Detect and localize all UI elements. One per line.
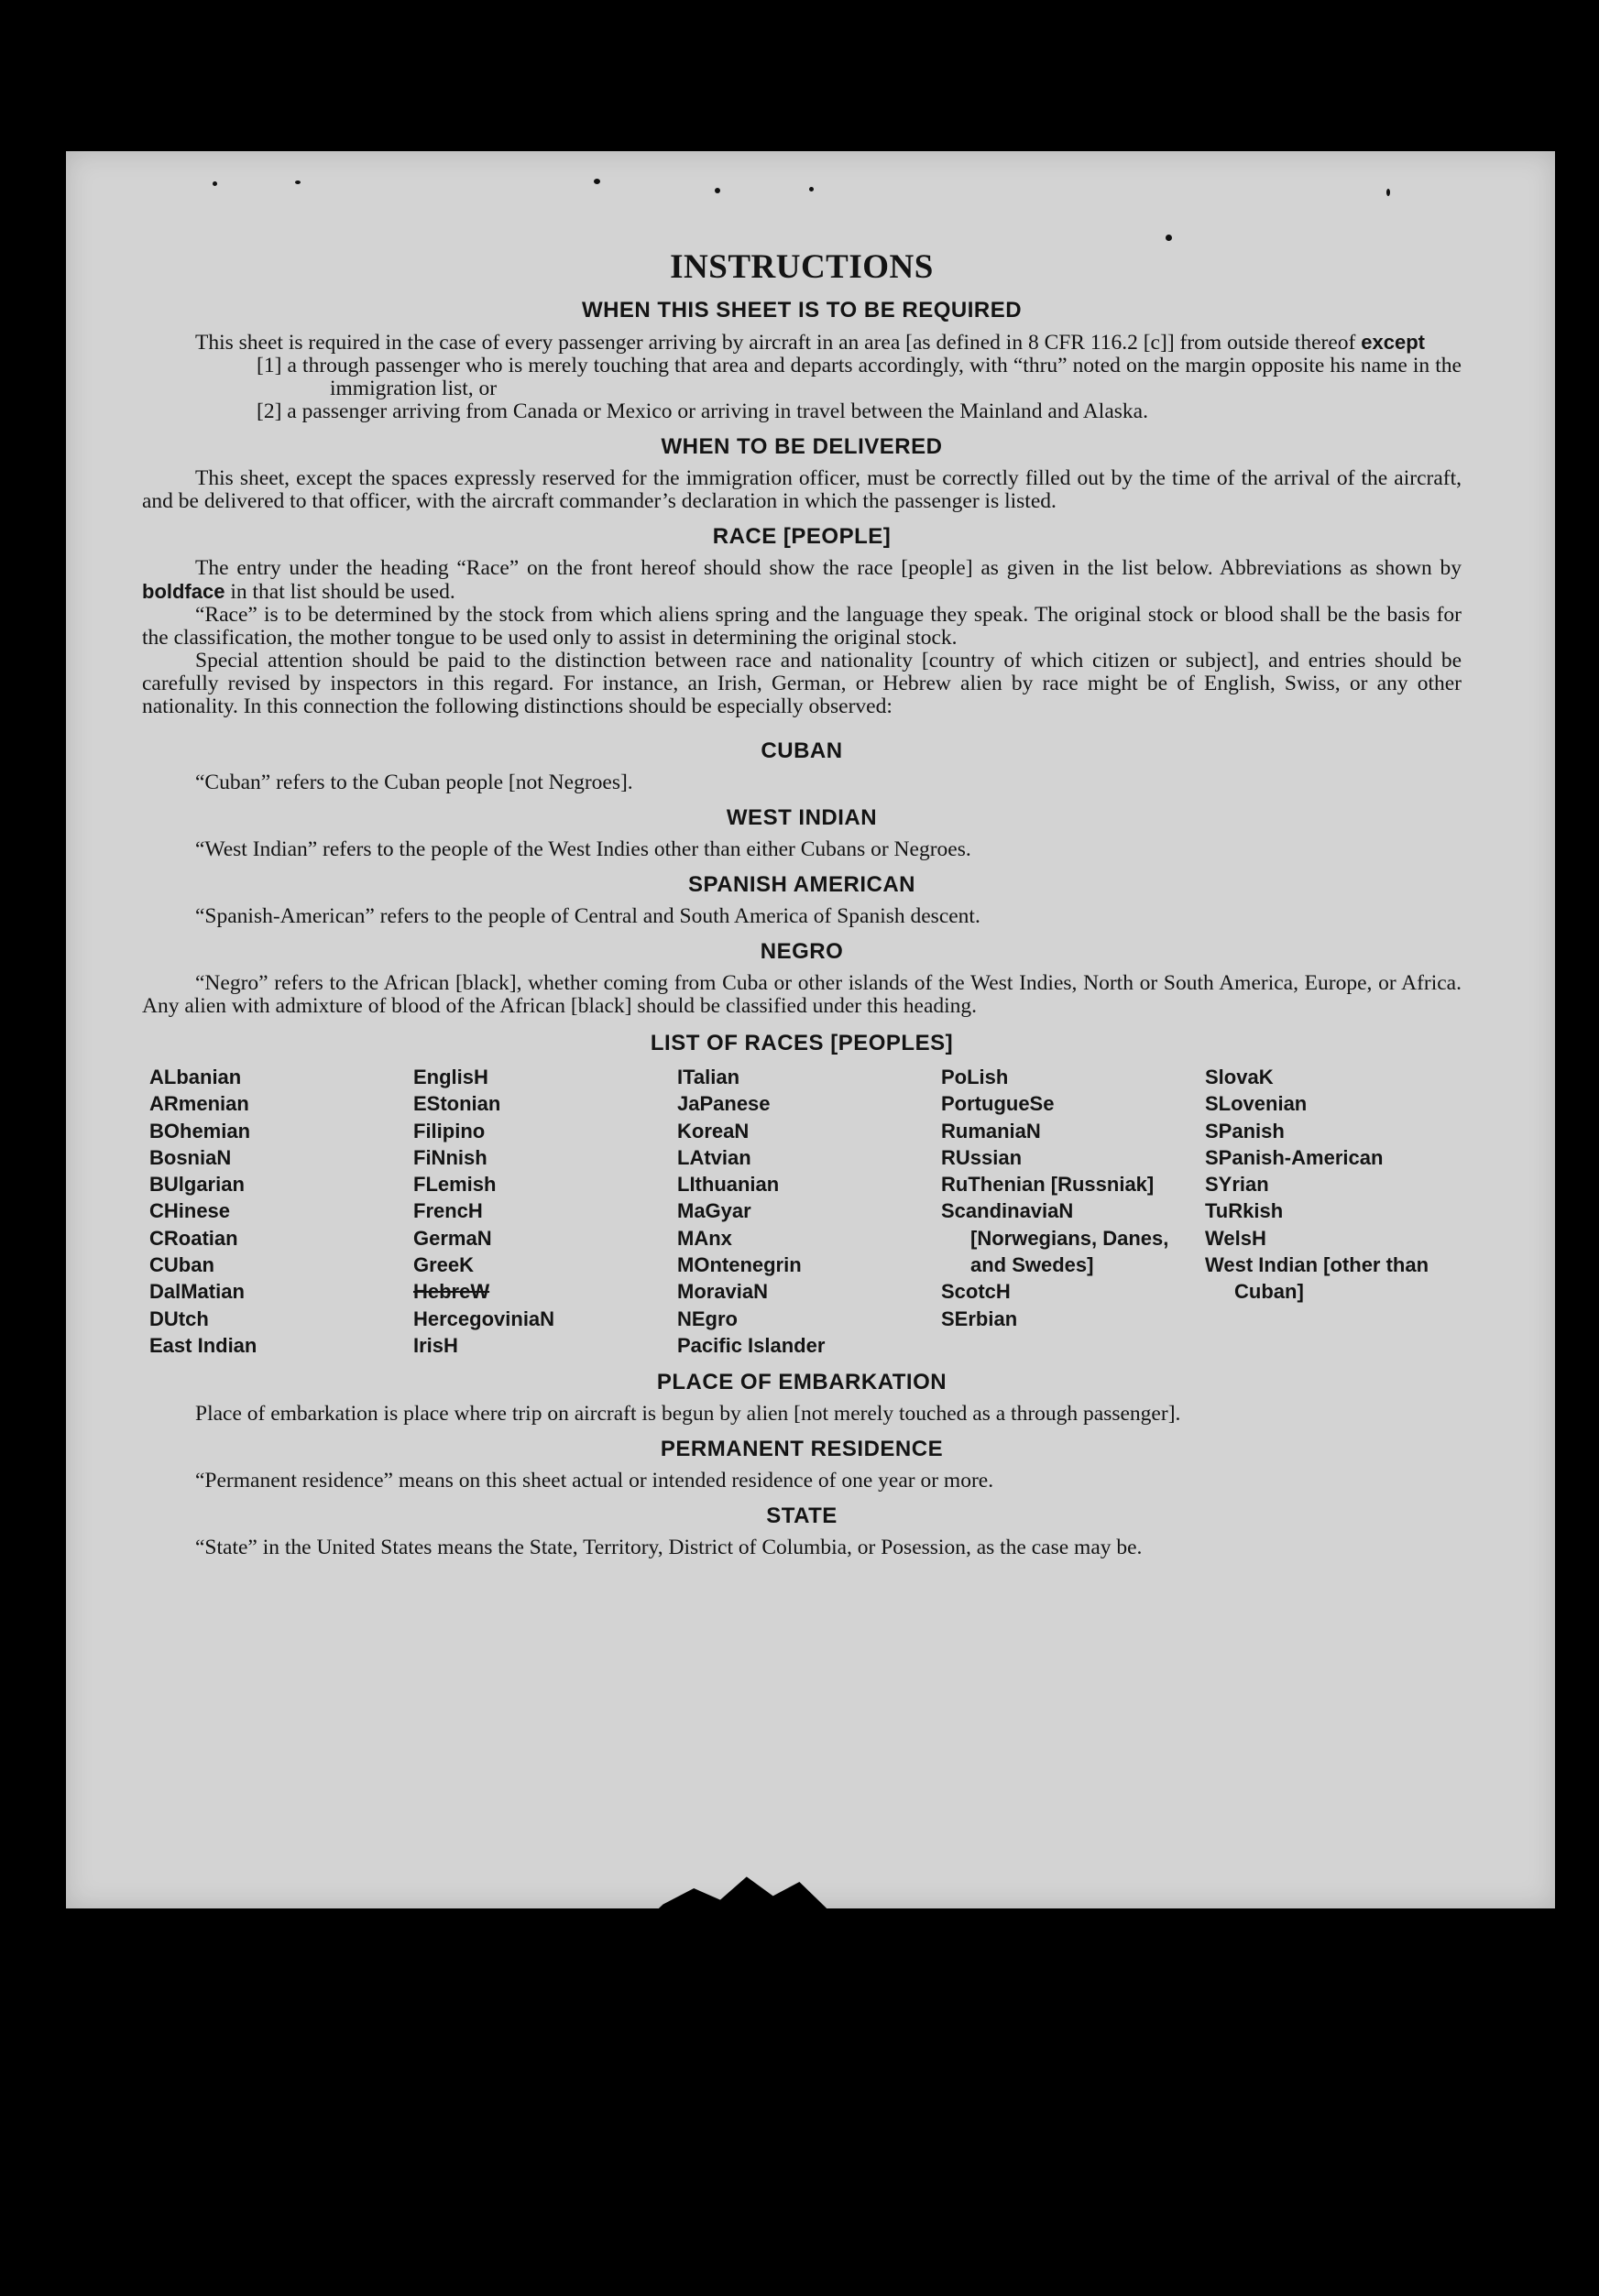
race-item: EStonian (413, 1092, 501, 1116)
section-heading-embarkation: PLACE OF EMBARKATION (656, 1370, 947, 1395)
ink-speck (809, 187, 814, 191)
race-item: HercegoviniaN (413, 1307, 555, 1330)
embarkation-text: Place of embarkation is place where trip on aircraft is begun by alien [not merely touched as a through passenger]. (195, 1402, 1181, 1427)
section-heading-spanish-american: SPANISH AMERICAN (687, 872, 915, 897)
race-paragraph-2: “Race” is to be determined by the stock from which aliens spring and the language they speak. The original stock or blood shall be the basis for the classification, the mother tongue to be used only to assist in determining the original stock. (142, 603, 1462, 650)
race-item: LIthuanian (677, 1173, 780, 1197)
race-p1-text: The entry under the heading “Race” on the front hereof should show the race [people] as given in the list below. Abbreviations as shown by (195, 556, 1462, 580)
spanish-american-text: “Spanish-American” refers to the people of Central and South America of Spanish descent. (195, 904, 980, 928)
races-column-1 (149, 1064, 413, 1359)
race-item: ARmenian (149, 1092, 249, 1116)
race-item: SlovaK (1205, 1066, 1274, 1088)
races-list (149, 1064, 1462, 1359)
race-item: Filipino (413, 1119, 486, 1143)
race-item: ALbanian (149, 1066, 242, 1088)
race-item: FrencH (413, 1199, 483, 1223)
race-item: Pacific Islander (677, 1333, 826, 1357)
race-item: WelsH (1205, 1226, 1266, 1250)
races-column-2 (413, 1064, 677, 1359)
race-item: CRoatian (149, 1226, 238, 1250)
race-item: TuRkish (1205, 1199, 1284, 1223)
races-column-3 (677, 1064, 941, 1359)
race-item: ITalian (677, 1066, 740, 1088)
race-item: MOntenegrin (677, 1253, 802, 1277)
race-item: SYrian (1205, 1173, 1269, 1197)
race-item: RumaniaN (941, 1119, 1041, 1143)
race-item-struck: HebreW (413, 1280, 490, 1304)
west-indian-text: “West Indian” refers to the people of the West Indies other than either Cubans or Negroes. (195, 837, 971, 861)
race-item: FLemish (413, 1173, 497, 1197)
race-item: SPanish-American (1205, 1145, 1384, 1169)
race-item: BosniaN (149, 1145, 232, 1169)
race-item: PoLish (941, 1066, 1009, 1088)
race-item: MAnx (677, 1226, 732, 1250)
page-title: INSTRUCTIONS (670, 248, 934, 286)
race-item: PortugueSe (941, 1092, 1055, 1116)
ink-speck (213, 181, 217, 186)
boldface-word: boldface (142, 580, 225, 603)
race-item: ScandinaviaN [Norwegians, Danes, and Swedes] (941, 1199, 1169, 1277)
race-item: ScotcH (941, 1280, 1011, 1304)
race-item: FiNnish (413, 1145, 487, 1169)
ink-speck (295, 180, 301, 184)
race-item: GermaN (413, 1226, 492, 1250)
required-item-2: [2] a passenger arriving from Canada or Mexico or arriving in travel between the Mainland and Alaska. (257, 399, 1148, 423)
races-column-4 (941, 1064, 1205, 1359)
race-p1-end: in that list should be used. (230, 580, 455, 604)
section-heading-residence: PERMANENT RESIDENCE (660, 1437, 944, 1462)
race-item: KoreaN (677, 1119, 750, 1143)
section-heading-cuban: CUBAN (761, 738, 843, 763)
section-heading-delivered: WHEN TO BE DELIVERED (661, 434, 943, 459)
residence-text: “Permanent residence” means on this sheet actual or intended residence of one year or more. (195, 1469, 994, 1493)
section-heading-race: RACE [PEOPLE] (712, 524, 892, 549)
required-intro-text: This sheet is required in the case of every passenger arriving by aircraft in an area [as defined in 8 CFR 116.2 [c]] from outside thereof (195, 331, 1356, 355)
required-intro (142, 331, 1462, 355)
section-heading-state: STATE (766, 1503, 838, 1529)
ink-speck (1386, 189, 1390, 196)
except-word: except (1361, 331, 1425, 354)
ink-speck (1166, 235, 1172, 241)
negro-text: “Negro” refers to the African [black], whether coming from Cuba or other islands of the West Indies, North or South America, Europe, or Africa. Any alien with admixture of blood of the African [black] should be classified under this heading. (142, 971, 1462, 1018)
race-paragraph-3: Special attention should be paid to the distinction between race and nationality [country of which citizen or subject], and entries should be carefully revised by inspectors in this regard. For instance, an Irish, German, or Hebrew alien by race might be of English, Swiss, or any other nationality. In this connection the following distinctions should be especially observed: (142, 649, 1462, 718)
state-text: “State” in the United States means the State, Territory, District of Columbia, or Posession, as the case may be. (195, 1536, 1143, 1560)
section-heading-required: WHEN THIS SHEET IS TO BE REQUIRED (581, 298, 1023, 323)
race-item: CUban (149, 1253, 214, 1277)
race-item: DUtch (149, 1307, 209, 1330)
race-item: NEgro (677, 1307, 738, 1330)
race-item: IrisH (413, 1333, 458, 1357)
ink-speck (594, 179, 600, 184)
race-item: EnglisH (413, 1066, 488, 1088)
race-item: West Indian [other than Cuban] (1205, 1253, 1429, 1304)
ink-speck (715, 188, 720, 193)
section-heading-negro: NEGRO (760, 939, 844, 964)
race-item: SLovenian (1205, 1092, 1308, 1116)
race-item: East Indian (149, 1333, 257, 1357)
race-item: RuThenian [Russniak] (941, 1173, 1155, 1197)
race-item: DalMatian (149, 1280, 245, 1304)
races-column-5 (1205, 1064, 1452, 1359)
race-item: CHinese (149, 1199, 231, 1223)
race-item: RUssian (941, 1145, 1023, 1169)
race-item: SErbian (941, 1307, 1018, 1330)
instructions-content (142, 247, 1462, 1559)
delivered-text: This sheet, except the spaces expressly reserved for the immigration officer, must be correctly filled out by the time of the arrival of the aircraft, and be delivered to that officer, with the aircraft commander’s declaration in which the passenger is listed. (142, 466, 1462, 513)
section-heading-west-indian: WEST INDIAN (726, 805, 878, 830)
section-heading-races: LIST OF RACES [PEOPLES] (650, 1031, 954, 1055)
race-item: JaPanese (677, 1092, 771, 1116)
race-item: MaGyar (677, 1199, 751, 1223)
race-item: BUlgarian (149, 1173, 245, 1197)
race-item: BOhemian (149, 1119, 251, 1143)
required-item-1: [1] a through passenger who is merely touching that area and departs accordingly, with “thru” noted on the margin opposite his name in the immigration list, or (257, 354, 1462, 400)
race-item: LAtvian (677, 1145, 751, 1169)
race-item: MoraviaN (677, 1280, 769, 1304)
race-item: SPanish (1205, 1119, 1285, 1143)
race-paragraph-1 (142, 557, 1462, 604)
cuban-text: “Cuban” refers to the Cuban people [not Negroes]. (195, 771, 633, 794)
race-item: GreeK (413, 1253, 475, 1277)
